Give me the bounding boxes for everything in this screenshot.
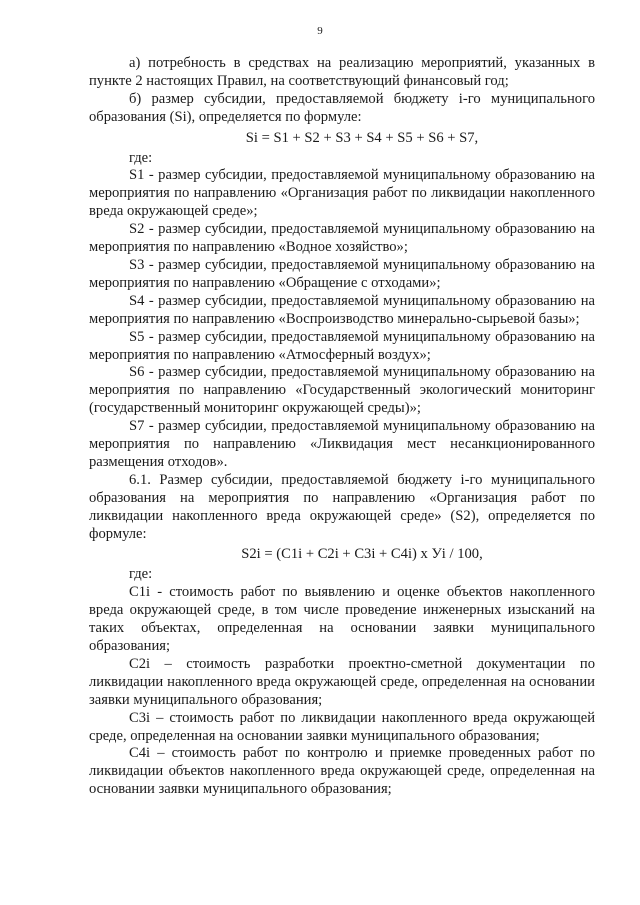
definition-s3: S3 - размер субсидии, предоставляемой муниципальному образованию на мероприятия по направлению «Обращение с отходами»;: [89, 256, 595, 291]
page-number: 9: [317, 25, 323, 37]
where-label: где:: [129, 149, 153, 166]
document-body: [89, 55, 595, 799]
definition-s1: S1 - размер субсидии, предоставляемой муниципальному образованию на мероприятия по направлению «Организация работ по ликвидации накопленного вреда окружающей среде»;: [89, 167, 595, 220]
where-label: где:: [129, 566, 153, 583]
paragraph-a-need: а) потребность в средствах на реализацию мероприятий, указанных в пункте 2 настоящих Правил, на соответствующий финансовый год;: [89, 55, 595, 89]
paragraph-6-1: 6.1. Размер субсидии, предоставляемой бюджету i-го муниципального образования на мероприятия по направлению «Организация работ по ликвидации накопленного вреда окружающей среде» (S2), определяется по формуле:: [89, 471, 595, 542]
definition-s4: S4 - размер субсидии, предоставляемой муниципальному образованию на мероприятия по направлению «Воспроизводство минерально-сырьевой базы»;: [89, 292, 595, 327]
definition-c4i: C4i – стоимость работ по контролю и приемке проведенных работ по ликвидации объектов накопленного вреда окружающей среде, определенная на основании заявки муниципального образования;: [89, 745, 595, 798]
definition-c1i: C1i - стоимость работ по выявлению и оценке объектов накопленного вреда окружающей среде, в том числе проведение инженерных изысканий на таких объектах, определенная на основании заявки муниципального образования;: [89, 584, 595, 654]
definition-s2: S2 - размер субсидии, предоставляемой муниципальному образованию на мероприятия по направлению «Водное хозяйство»;: [89, 221, 595, 256]
definition-c2i: C2i – стоимость разработки проектно-сметной документации по ликвидации накопленного вреда окружающей среде, определенная на основании заявки муниципального образования;: [89, 655, 595, 708]
paragraph-b-subsidy-size: б) размер субсидии, предоставляемой бюджету i-го муниципального образования (Si), определяется по формуле:: [89, 90, 595, 125]
definition-s6: S6 - размер субсидии, предоставляемой муниципальному образованию на мероприятия по направлению «Государственный экологический мониторинг (государственный мониторинг окружающей среды)»;: [89, 364, 595, 417]
definition-s5: S5 - размер субсидии, предоставляемой муниципальному образованию на мероприятия по направлению «Атмосферный воздух»;: [89, 328, 595, 363]
formula-si: Si = S1 + S2 + S3 + S4 + S5 + S6 + S7,: [245, 129, 479, 146]
definition-c3i: C3i – стоимость работ по ликвидации накопленного вреда окружающей среде, определенная на основании заявки муниципального образования;: [89, 709, 595, 744]
formula-s2i: S2i = (C1i + C2i + C3i + C4i) х Уi / 100,: [241, 546, 483, 563]
definition-s7: S7 - размер субсидии, предоставляемой муниципальному образованию на мероприятия по направлению «Ликвидация мест несанкционированного размещения отходов».: [89, 418, 595, 470]
